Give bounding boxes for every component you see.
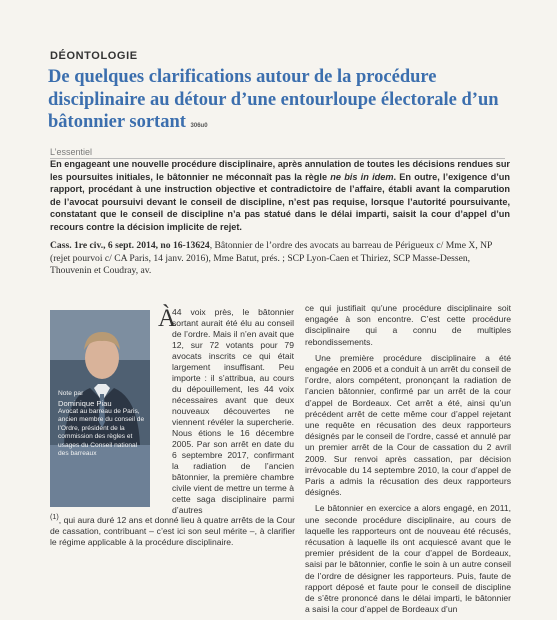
paragraph: Le bâtonnier en exercice a alors engagé, en 2011, une seconde procédure disciplinaire, au cours de laquelle les rapporteurs ont de nouveau été récusés, récusation à laquelle ils ont acquiescé avant que le premier président de la cour d’appel de Bordeaux, saisi par le bâtonnier, confie le soin à un autre conseil de l’ordre de désigner les rapporteurs. Puis, faute de rapport déposé et faute pour le conseil de discipline de s’être prononcé dans le délai imparti, le bâtonnier a saisi la cour d’appel de Bordeaux d’un: [305, 503, 511, 615]
article-ref-code: 306u0: [190, 123, 208, 129]
caption-note-label: Note par: [58, 390, 84, 397]
paragraph: Une première procédure disciplinaire a été engagée en 2006 et a conduit à un arrêt du conseil de l’ordre, alors compétent, prononçant la radiation de l’ancien bâtonnier, confirmé par un arrêt de la cour d’appel de Bordeaux. Cet arrêt a été, ainsi qu’un précédent arrêt de cette même cour d’appel rejetant une requête en récusation des deux rapporteurs désignés par le conseil de l’ordre, cassé et annulé par un premier arrêt de la Cour de cassation du 2 avril 2009. Sur renvoi après cassation, par décision irrévocable du 14 septembre 2010, la cour d’appel de Paris a admis la récusation des deux rapporteurs désignés.: [305, 352, 511, 498]
essentiel-heading: L’essentiel: [50, 147, 505, 159]
essentiel-summary: [50, 158, 510, 233]
article-title: [48, 66, 518, 138]
case-details: , Bâtonnier de l’ordre des avocats au barreau de Périgueux c/ Mme X, NP (rejet pourvoi c/ CA Paris, 14 janv. 2016), Mme Batut, prés. ; SCP Lyon-Caen et Thiriez, SCP Masse-Dessen, Thouvenin et Coudray, av.: [50, 240, 493, 276]
footnote-mark: (1): [50, 513, 59, 521]
article-title-text: De quelques clarifications autour de la procédure disciplinaire au détour d’une entourloupe électorale d’un bâtonnier sortant: [48, 67, 499, 132]
paragraph: ce qui justifiait qu’une procédure disciplinaire soit engagée à son encontre. C’est cette procédure disciplinaire qui a connu de multiples rebondissements.: [305, 303, 511, 347]
drop-cap: À: [158, 305, 177, 332]
body-column-2: [305, 303, 511, 620]
author-caption: [58, 390, 146, 459]
essentiel-text-2: . En outre, l’exigence d’un rapport, procédant à une instruction objective et contradictoire de l’affaire, établi avant la comparution de l’avocat poursuivi devant le conseil de discipline, n’est pas requise, lorsque l’autorité poursuivante, constatant que le conseil de discipline n’a pas statué dans le délai imparti, saisit la cour d’appel d’un recours contre la décision implicite de rejet.: [50, 171, 510, 232]
case-citation: Cass. 1re civ., 6 sept. 2014, no 16-13624: [50, 240, 210, 251]
caption-author-bio: Avocat au barreau de Paris, ancien membre du conseil de l’Ordre, président de la commission des règles et usages du Conseil national des barreaux: [58, 407, 145, 457]
body-column-1-continued: [50, 512, 295, 548]
essentiel-italic: ne bis in idem: [330, 171, 394, 182]
case-reference: [50, 240, 512, 278]
caption-author-name: Dominique Piau: [58, 398, 112, 408]
essentiel-text-1: En engageant une nouvelle procédure disciplinaire, après annulation de toutes les décisions rendues sur les poursuites initiales, le bâtonnier ne méconnaît pas la règle: [50, 159, 511, 182]
body-column-1-text: 44 voix près, le bâtonnier sortant aurait été élu au conseil de l’ordre. Mais il n’en avait que 12, sur 72 votants pour 79 avocats inscrits ce qui était largement insuffisant. Peu importe : il s’attribua, au cours du dépouillement, les 44 voix nécessaires avant que deux nouveaux découvertes ne viennent révéler la supercherie. Nous étions le 16 décembre 2005. Par son arrêt en date du 6 septembre 2017, confirmant la radiation de l’ancien bâtonnier, la première chambre civile vient de mettre un terme à cette saga disciplinaire parmi d’autres: [172, 307, 294, 515]
body-column-1-tail: , qui aura duré 12 ans et donné lieu à quatre arrêts de la Cour de cassation, contribuant – c’est ici son seul mérite –, à clarifier le régime applicable à la procédure disciplinaire.: [50, 514, 295, 547]
section-rubric: DÉONTOLOGIE: [50, 50, 138, 62]
body-column-1: [172, 307, 294, 516]
